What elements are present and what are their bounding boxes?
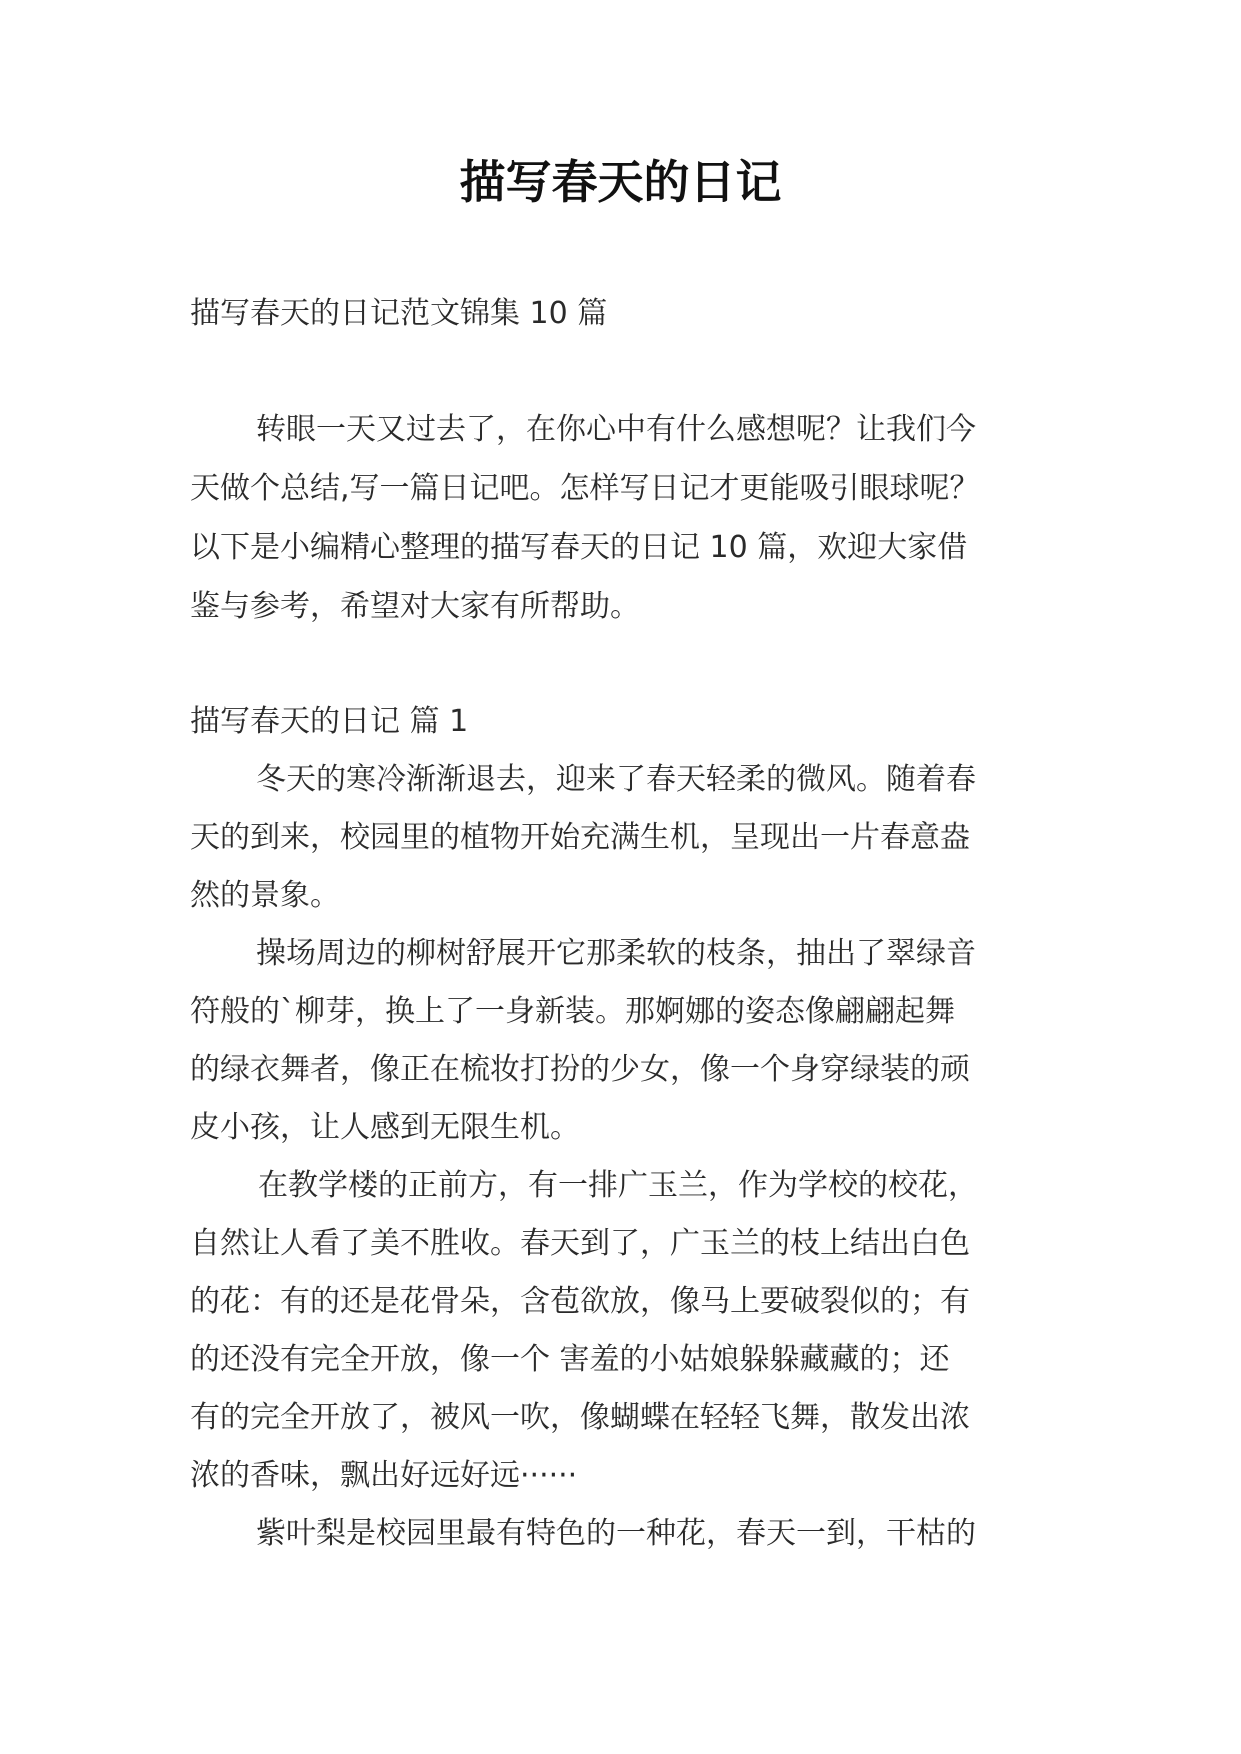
intro-line: 以下是小编精心整理的描写春天的日记 10 篇，欢迎大家借	[190, 530, 968, 565]
intro-line: 天做个总结,写一篇日记吧。怎样写日记才更能吸引眼球呢？	[190, 471, 980, 506]
body-line: 在教学楼的正前方，有一排广玉兰，作为学校的校花，	[258, 1168, 978, 1203]
body-line: 有的完全开放了，被风一吹，像蝴蝶在轻轻飞舞，散发出浓	[190, 1400, 970, 1435]
body-line: 紫叶梨是校园里最有特色的一种花，春天一到，干枯的	[256, 1516, 976, 1551]
body-line: 的花：有的还是花骨朵，含苞欲放，像马上要破裂似的；有	[190, 1284, 970, 1319]
body-line: 浓的香味，飘出好远好远······	[190, 1458, 578, 1493]
body-line: 皮小孩，让人感到无限生机。	[190, 1110, 580, 1145]
document-subtitle: 描写春天的日记范文锦集 10 篇	[190, 296, 608, 331]
body-line: 天的到来，校园里的植物开始充满生机，呈现出一片春意盎	[190, 820, 970, 855]
body-line: 然的景象。	[190, 878, 340, 913]
body-line: 操场周边的柳树舒展开它那柔软的枝条，抽出了翠绿音	[256, 936, 976, 971]
document-title: 描写春天的日记	[459, 155, 782, 209]
body-line: 的还没有完全开放，像一个 害羞的小姑娘躲躲藏藏的；还	[190, 1342, 950, 1377]
intro-line: 鉴与参考，希望对大家有所帮助。	[190, 589, 640, 624]
intro-line: 转眼一天又过去了，在你心中有什么感想呢？让我们今	[256, 412, 976, 447]
body-line: 冬天的寒冷渐渐退去，迎来了春天轻柔的微风。随着春	[256, 762, 976, 797]
body-line: 自然让人看了美不胜收。春天到了，广玉兰的枝上结出白色	[190, 1226, 970, 1261]
section-heading: 描写春天的日记 篇 1	[190, 704, 469, 739]
body-line: 符般的`柳芽，换上了一身新装。那婀娜的姿态像翩翩起舞	[190, 994, 955, 1029]
body-line: 的绿衣舞者，像正在梳妆打扮的少女，像一个身穿绿装的顽	[190, 1052, 970, 1087]
